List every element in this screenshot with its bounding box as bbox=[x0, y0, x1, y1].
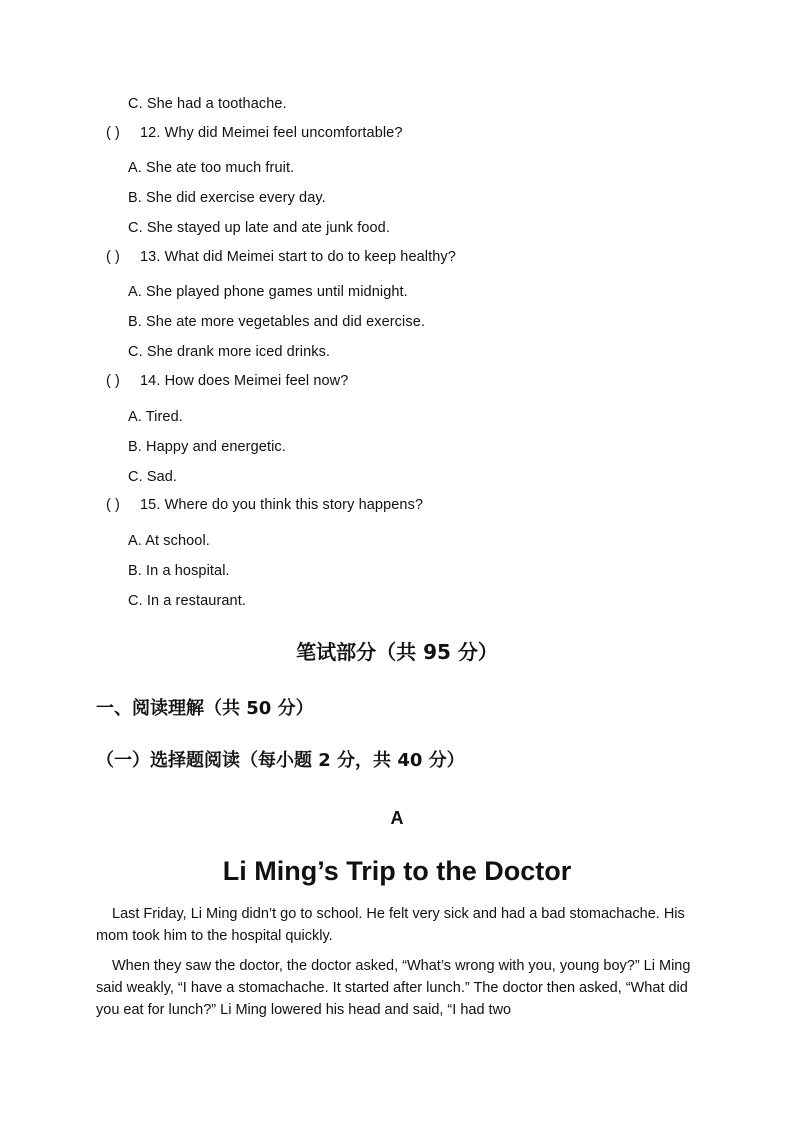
answer-blank[interactable]: ( ) bbox=[106, 497, 120, 513]
question-text: 15. Where do you think this story happens? bbox=[140, 497, 424, 513]
q14-option-a: A. Tired. bbox=[128, 409, 183, 425]
answer-blank[interactable]: ( ) bbox=[106, 373, 120, 389]
question-12 bbox=[106, 125, 403, 141]
passage-title: Li Ming’s Trip to the Doctor bbox=[222, 856, 572, 886]
question-15 bbox=[106, 497, 423, 513]
q14-option-b: B. Happy and energetic. bbox=[128, 439, 286, 455]
question-14 bbox=[106, 373, 348, 389]
q13-option-b: B. She ate more vegetables and did exercise. bbox=[128, 314, 425, 330]
question-text: 13. What did Meimei start to do to keep healthy? bbox=[140, 249, 456, 265]
section-one-heading: 一、阅读理解（共 50 分） bbox=[96, 698, 314, 719]
written-part-title: 笔试部分（共 95 分） bbox=[296, 640, 498, 664]
question-text: 14. How does Meimei feel now? bbox=[140, 373, 349, 389]
q15-option-a: A. At school. bbox=[128, 533, 210, 549]
q14-option-c: C. Sad. bbox=[128, 469, 178, 485]
q15-option-b: B. In a hospital. bbox=[128, 563, 230, 579]
q12-option-c: C. She stayed up late and ate junk food. bbox=[128, 220, 390, 236]
q12-option-b: B. She did exercise every day. bbox=[128, 190, 326, 206]
passage-label: A bbox=[390, 808, 404, 828]
q13-option-c: C. She drank more iced drinks. bbox=[128, 344, 331, 360]
q12-option-a: A. She ate too much fruit. bbox=[128, 160, 295, 176]
passage-body bbox=[96, 903, 696, 1021]
q15-option-c: C. In a restaurant. bbox=[128, 593, 246, 609]
question-13 bbox=[106, 249, 456, 265]
q11-option-c: C. She had a toothache. bbox=[128, 96, 287, 112]
question-text: 12. Why did Meimei feel uncomfortable? bbox=[140, 125, 403, 141]
q13-option-a: A. She played phone games until midnight. bbox=[128, 284, 408, 300]
answer-blank[interactable]: ( ) bbox=[106, 125, 120, 141]
paragraph-2: When they saw the doctor, the doctor asked, “What’s wrong with you, young boy?” Li Ming said weakly, “I have a stomachache. It started after lunch.” The doctor then asked, “What did you eat for lunch?” Li Ming lowered his head and said, “I had two bbox=[96, 958, 691, 1018]
answer-blank[interactable]: ( ) bbox=[106, 249, 120, 265]
subsection-one-heading: （一）选择题阅读（每小题 2 分，共 40 分） bbox=[96, 750, 465, 771]
paragraph-1: Last Friday, Li Ming didn’t go to school. He felt very sick and had a bad stomachache. His mom took him to the hospital quickly. bbox=[96, 906, 685, 944]
